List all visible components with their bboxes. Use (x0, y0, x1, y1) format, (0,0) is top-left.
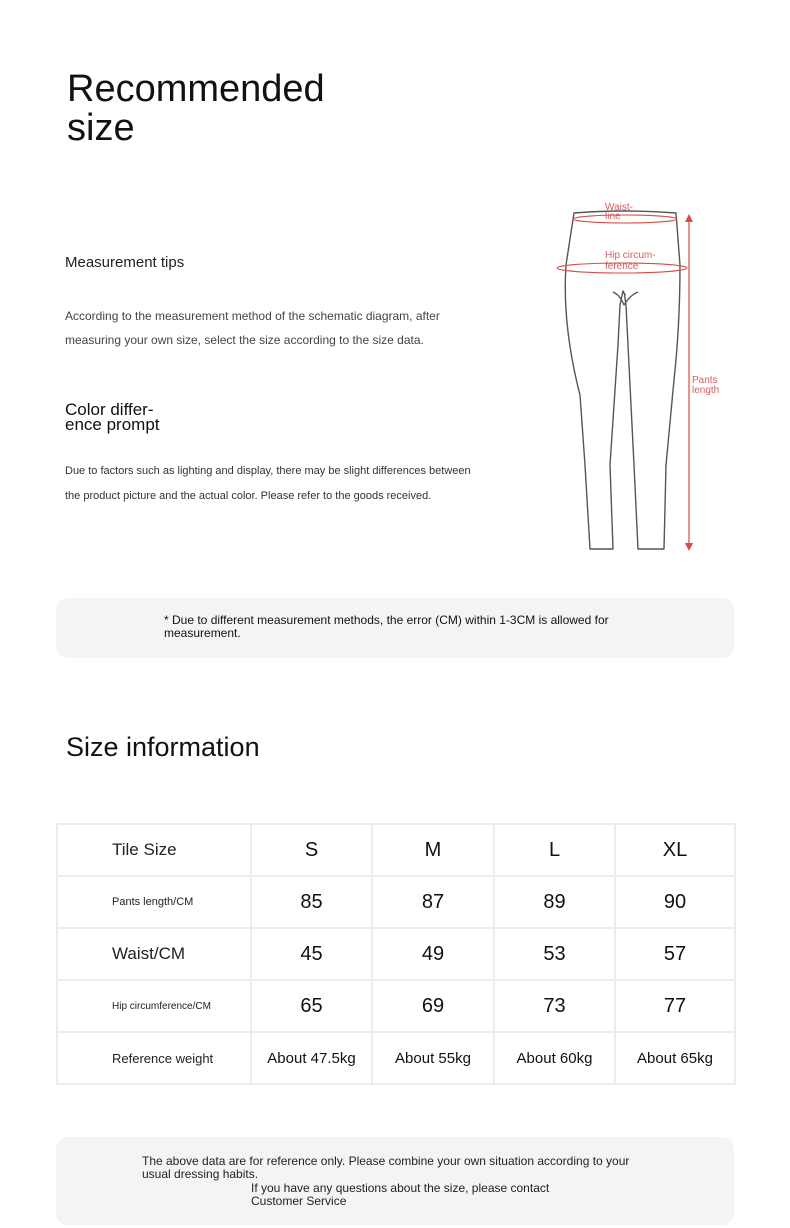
color-title-line-1: Color differ- (65, 400, 154, 419)
table-cell: 57 (615, 928, 735, 980)
size-table (56, 823, 736, 1085)
table-cell: 87 (372, 876, 494, 928)
waist-label-2: line (605, 211, 621, 222)
table-cell: 89 (494, 876, 615, 928)
table-cell: 85 (251, 876, 372, 928)
header-size-m: M (372, 824, 494, 876)
recommended-title-line-2: size (67, 107, 135, 149)
header-tile-size: Tile Size (57, 824, 251, 876)
hip-label-1: Hip circum- (605, 250, 656, 261)
header-size-s: S (251, 824, 372, 876)
table-cell: 77 (615, 980, 735, 1032)
hip-label-2: ference (605, 261, 639, 272)
measurement-note-text: * Due to different measurement methods, the error (CM) within 1-3CM is allowed for measurement. (164, 613, 609, 640)
table-row (57, 980, 735, 1032)
row-label-weight: Reference weight (57, 1032, 251, 1084)
table-cell: About 60kg (494, 1032, 615, 1084)
table-cell: 53 (494, 928, 615, 980)
header-size-l: L (494, 824, 615, 876)
measurement-tips-title: Measurement tips (65, 254, 185, 271)
color-title-line-2: ence prompt (65, 415, 160, 434)
footer-contact-text: If you have any questions about the size, please contact Customer Service (251, 1181, 550, 1208)
table-cell: 90 (615, 876, 735, 928)
waistline-marker (573, 215, 677, 223)
header-size-xl: XL (615, 824, 735, 876)
size-header-row (57, 824, 735, 876)
table-row (57, 928, 735, 980)
recommended-size-title (67, 70, 325, 148)
table-row (57, 876, 735, 928)
table-cell: About 47.5kg (251, 1032, 372, 1084)
row-label-waist: Waist/CM (57, 928, 251, 980)
color-difference-title (65, 402, 160, 432)
footer-reference-text: The above data are for reference only. Please combine your own situation according to your usual dressing habits. (142, 1154, 630, 1181)
row-label-pants-length: Pants length/CM (57, 876, 251, 928)
row-label-hip: Hip circumference/CM (57, 980, 251, 1032)
table-cell: 49 (372, 928, 494, 980)
arrow-up-icon (685, 214, 693, 222)
waist-label-1: Waist- (605, 202, 633, 213)
table-cell: 69 (372, 980, 494, 1032)
table-cell: About 55kg (372, 1032, 494, 1084)
length-label-1: Pants (692, 375, 718, 386)
table-cell: About 65kg (615, 1032, 735, 1084)
measurement-tips-body: According to the measurement method of the schematic diagram, after measuring your own size, select the size according to the size data. (65, 309, 440, 347)
recommended-title-line-1: Recommended (67, 68, 325, 110)
length-label-2: length (692, 385, 720, 396)
table-cell: 45 (251, 928, 372, 980)
table-cell: 65 (251, 980, 372, 1032)
color-difference-body: Due to factors such as lighting and display, there may be slight differences between the product picture and the actual color. Please refer to the goods received. (65, 465, 471, 502)
table-cell: 73 (494, 980, 615, 1032)
table-row (57, 1032, 735, 1084)
size-information-title: Size information (66, 732, 260, 762)
arrow-down-icon (685, 543, 693, 551)
pants-diagram (540, 195, 740, 560)
